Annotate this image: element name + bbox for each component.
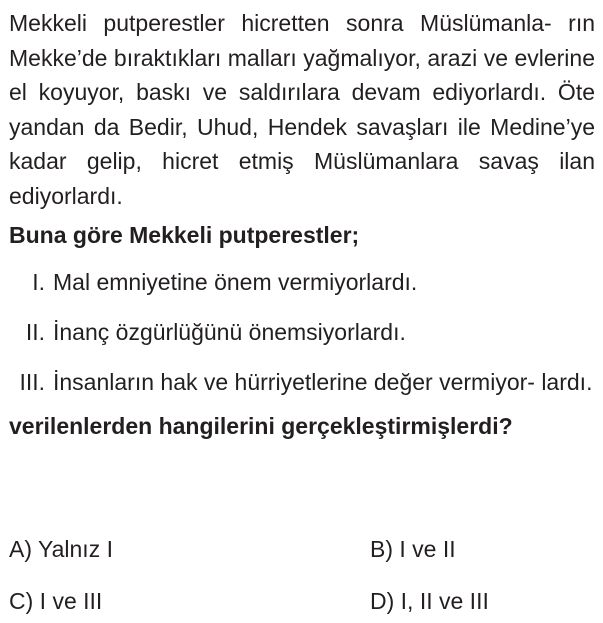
- question-block: [9, 6, 595, 443]
- option-c[interactable]: C) I ve III: [9, 588, 103, 614]
- statement-numeral: III.: [19, 368, 45, 395]
- question-closing: verilenlerden hangilerini gerçekleştirmişlerdi?: [9, 412, 513, 439]
- statement-list: [9, 265, 595, 399]
- statement-numeral: I.: [32, 268, 45, 295]
- paragraph-line: Mekkeli putperestler hicretten sonra Müslümanla-: [9, 10, 552, 36]
- option-d[interactable]: D) I, II ve III: [370, 588, 489, 614]
- answer-options: [9, 532, 595, 618]
- option-a[interactable]: A) Yalnız I: [9, 536, 113, 562]
- question-prompt: Buna göre Mekkeli putperestler;: [9, 222, 360, 248]
- paragraph-line: Müslümanlara savaş ilan ediyorlardı.: [9, 148, 595, 209]
- statement-text: Mal emniyetine önem vermiyorlardı.: [53, 268, 418, 295]
- statement-numeral: II.: [25, 318, 45, 345]
- paragraph-line: savaşları ile Medine’ye kadar gelip, hicret etmiş: [9, 113, 595, 174]
- paragraph-line: rın Mekke’de bıraktıkları malları yağmalıyor, arazi: [9, 10, 595, 71]
- option-b[interactable]: B) I ve II: [370, 536, 456, 562]
- paragraph-line: ve evlerine el koyuyor, baskı ve saldırılara devam: [9, 44, 596, 105]
- statement-item: [9, 315, 595, 349]
- statement-item: [9, 365, 595, 399]
- statement-item: [9, 265, 595, 299]
- statement-text: İnsanların hak ve hürriyetlerine değer vermiyor- lardı.: [53, 368, 593, 395]
- statement-text: İnanç özgürlüğünü önemsiyorlardı.: [53, 318, 406, 345]
- question-paragraph: [9, 6, 595, 213]
- paragraph-line: ediyorlardı. Öte yandan da Bedir, Uhud, Hendek: [9, 79, 595, 140]
